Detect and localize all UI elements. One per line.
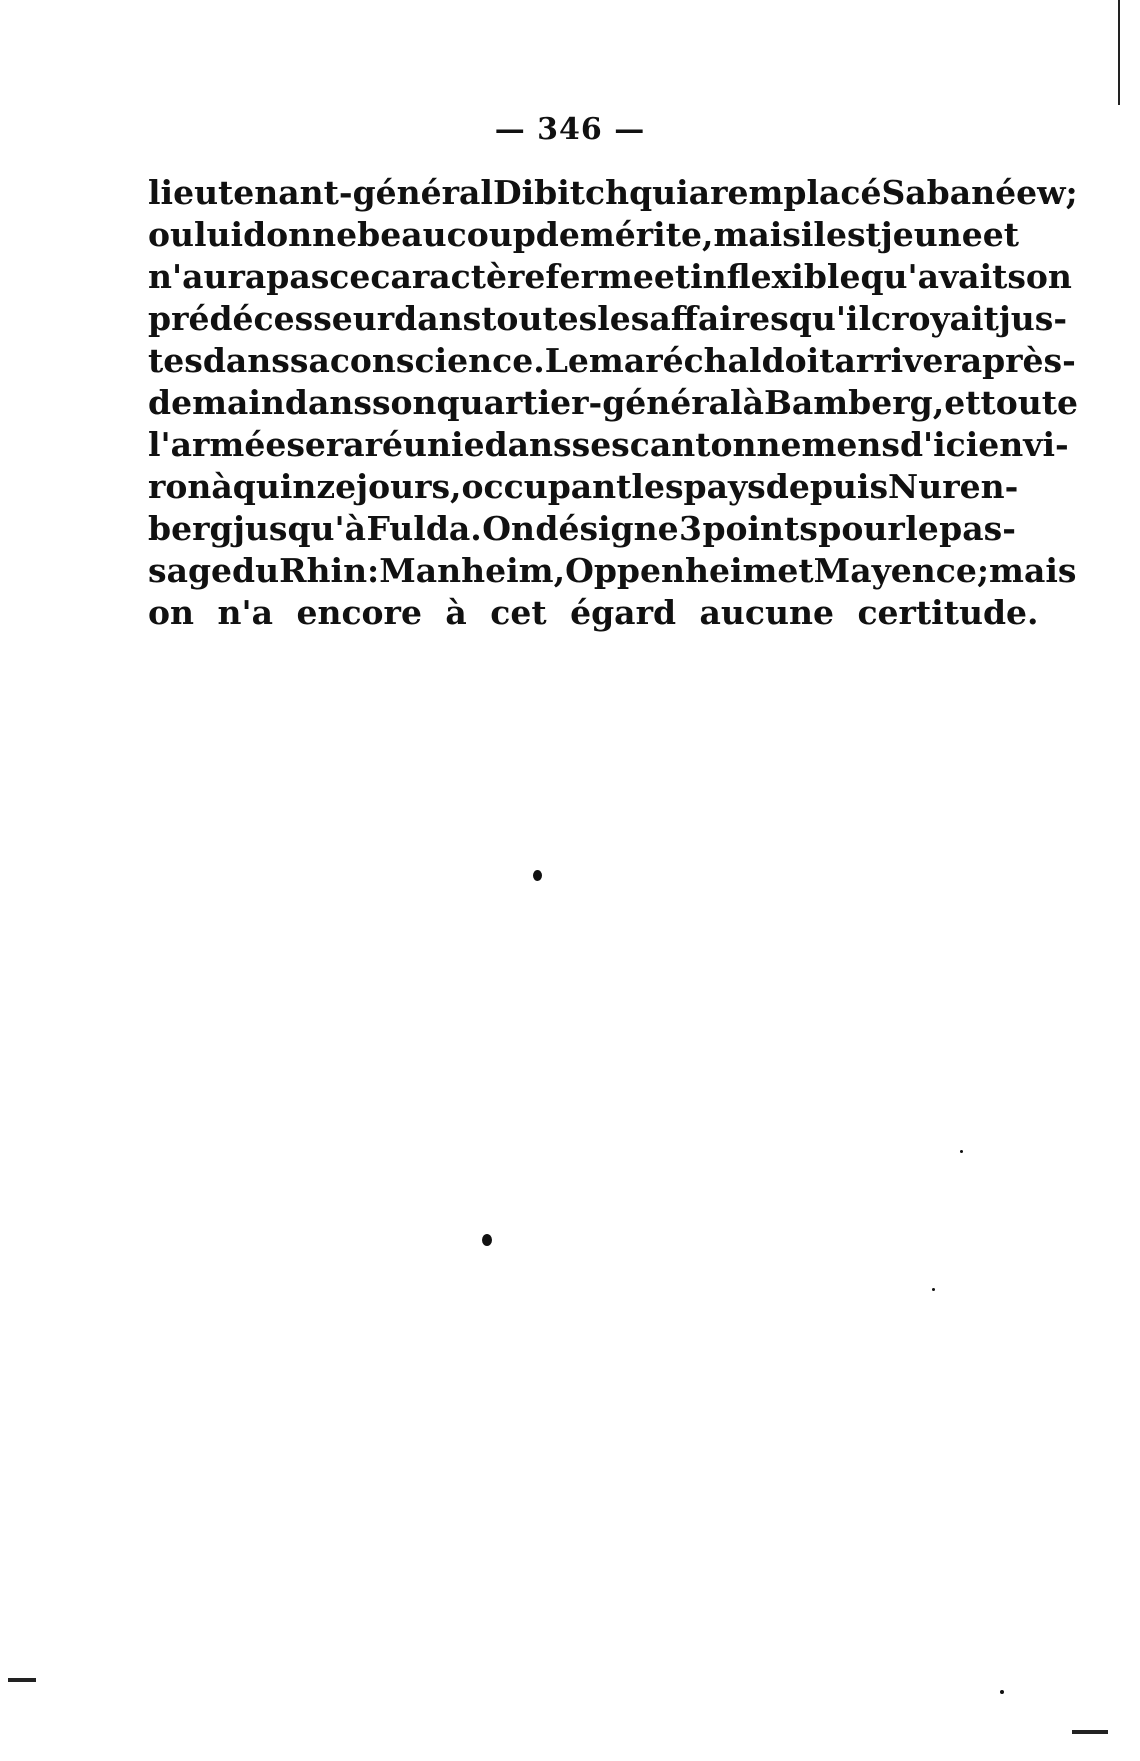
text-line	[148, 550, 1077, 592]
text-line	[148, 466, 1019, 508]
word: qu'il	[788, 299, 871, 338]
word: du	[232, 551, 280, 590]
word: pays	[683, 467, 766, 506]
word: toutes	[481, 299, 598, 338]
word: jeune	[880, 215, 983, 254]
word: ferme	[545, 257, 654, 296]
scan-speck	[533, 870, 542, 881]
word: dans	[202, 341, 290, 380]
word: pas-	[939, 509, 1016, 548]
word: conscience.	[329, 341, 545, 380]
word: 3	[679, 509, 703, 548]
word: après-	[960, 341, 1076, 380]
word: Dibitch	[492, 173, 630, 212]
word: Oppenheim	[565, 551, 778, 590]
word: ron	[148, 467, 212, 506]
word: tes	[148, 341, 203, 380]
word: demain	[148, 383, 285, 422]
word: remplacé	[710, 173, 882, 212]
scan-speck	[1000, 1690, 1004, 1694]
word: ou	[148, 215, 195, 254]
text-line-last: on n'a encore à cet égard aucune certitude.	[148, 593, 1039, 632]
word: réunie	[364, 425, 485, 464]
word: Nuren-	[888, 467, 1019, 506]
word: dans	[484, 425, 572, 464]
word: qu'avait	[860, 257, 1008, 296]
word: dans	[284, 383, 372, 422]
word: et	[944, 383, 981, 422]
word: ses	[571, 425, 630, 464]
word: jusqu'à	[232, 509, 367, 548]
scan-speck	[932, 1288, 935, 1291]
word: les	[597, 299, 650, 338]
text-line	[148, 172, 1078, 214]
word: caractère	[370, 257, 546, 296]
scan-speck	[482, 1234, 492, 1246]
word: prédécesseur	[148, 299, 395, 338]
word: sera	[286, 425, 365, 464]
scan-edge-mark	[1118, 0, 1120, 105]
word: maréchal	[588, 341, 762, 380]
word: toute	[980, 383, 1078, 422]
word: est	[825, 215, 881, 254]
word: de	[535, 215, 580, 254]
word: arriver	[834, 341, 961, 380]
word: a	[688, 173, 711, 212]
word: et	[777, 551, 814, 590]
word: Rhin:	[279, 551, 380, 590]
word: envi-	[978, 425, 1069, 464]
body-text	[148, 172, 1078, 634]
text-line	[148, 424, 1069, 466]
word: cantonnemens	[629, 425, 900, 464]
word: lui	[194, 215, 244, 254]
text-line	[148, 508, 1016, 550]
word: mérite,	[579, 215, 714, 254]
word: et	[653, 257, 691, 296]
word: sa	[289, 341, 330, 380]
word: inflexible	[690, 257, 861, 296]
page-number: — 346 —	[494, 112, 646, 147]
word: son	[1007, 257, 1072, 296]
word: mais	[989, 551, 1077, 590]
word: Manheim,	[379, 551, 566, 590]
word: mais	[713, 215, 801, 254]
word: occupant	[461, 467, 632, 506]
word: Fulda.	[366, 509, 482, 548]
word: quinze	[232, 467, 357, 506]
word: qui	[629, 173, 689, 212]
scan-edge-mark	[1072, 1730, 1108, 1734]
word: à	[742, 383, 764, 422]
scan-edge-mark	[8, 1678, 36, 1682]
word: jours,	[356, 467, 462, 506]
word: le	[905, 509, 939, 548]
word: Le	[544, 341, 589, 380]
text-line	[148, 256, 1072, 298]
word: l'armée	[148, 425, 287, 464]
word: les	[631, 467, 684, 506]
text-line	[148, 382, 1078, 424]
word: d'ici	[899, 425, 979, 464]
word: points	[702, 509, 818, 548]
word: depuis	[765, 467, 889, 506]
word: n'aura	[148, 257, 267, 296]
scan-speck	[960, 1150, 963, 1153]
word: doit	[761, 341, 835, 380]
text-line	[148, 298, 1068, 340]
word: ce	[329, 257, 371, 296]
text-line	[148, 214, 1019, 256]
text-line	[148, 340, 1076, 382]
word: dans	[394, 299, 482, 338]
word: Bamberg,	[763, 383, 945, 422]
word: Mayence;	[813, 551, 990, 590]
word: berg	[148, 509, 233, 548]
word: jus-	[998, 299, 1068, 338]
word: affaires	[649, 299, 789, 338]
word: pas	[266, 257, 330, 296]
word: beaucoup	[357, 215, 536, 254]
word: et	[982, 215, 1019, 254]
word: On	[482, 509, 535, 548]
word: pour	[818, 509, 905, 548]
word: donne	[243, 215, 358, 254]
word: croyait	[871, 299, 999, 338]
word: son	[371, 383, 437, 422]
word: quartier-général	[436, 383, 743, 422]
word: désigne	[535, 509, 679, 548]
word: Sabanéew;	[881, 173, 1078, 212]
word: à	[211, 467, 233, 506]
word: il	[800, 215, 826, 254]
word: sage	[148, 551, 233, 590]
word: lieutenant-général	[148, 173, 493, 212]
